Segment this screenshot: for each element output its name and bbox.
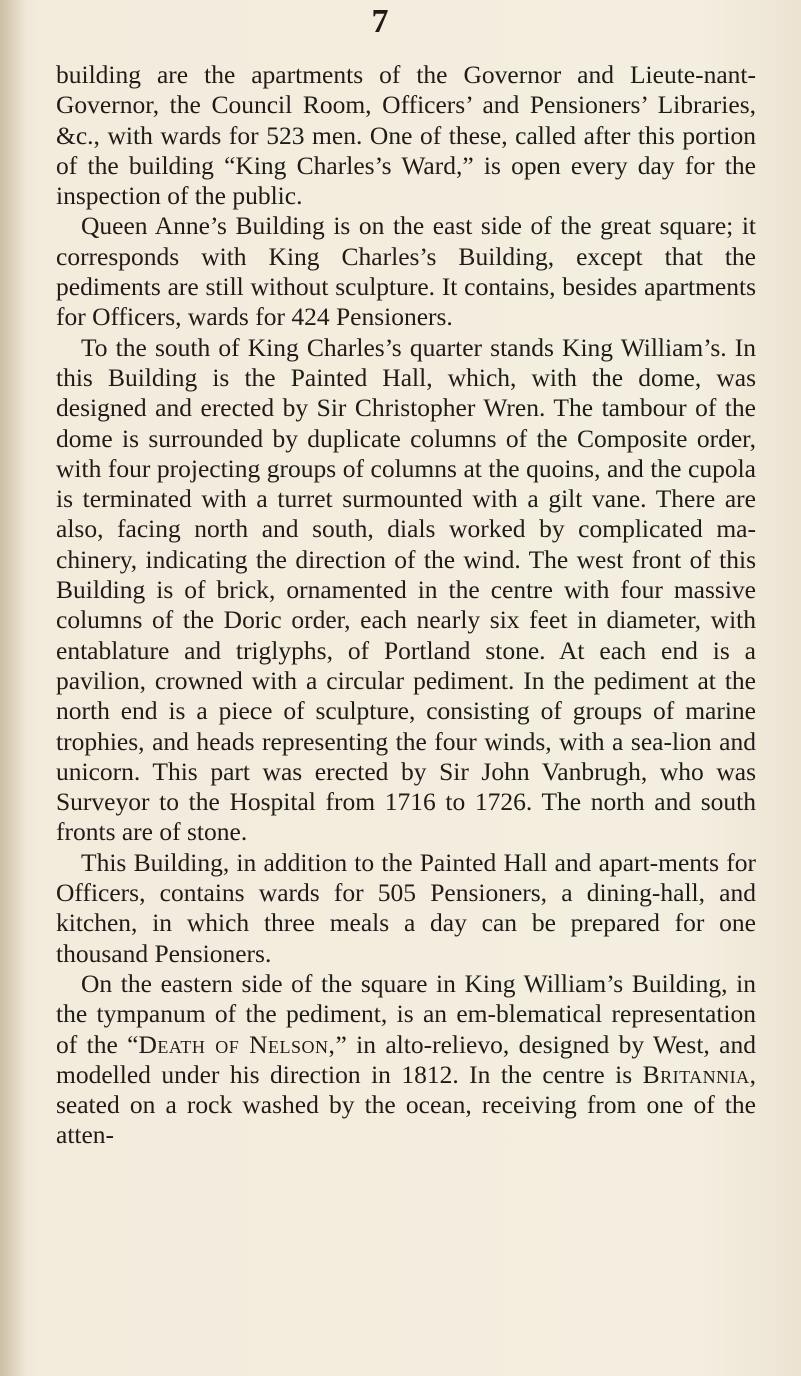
paragraph-text: Queen Anne’s Building is on the east side of the great square; it corresponds with King Charles’s Building, except that the pediments are still without sculpture. It contains, besides apartments for Officers, wards for 424 Pensioners. [56, 211, 756, 332]
smallcaps-text: Death of Nelson, [138, 1029, 336, 1059]
paragraph-text: ” in alto-relievo, designed by West, and modelled under his direction in 1812. In the centre is [56, 1029, 756, 1089]
paragraph-text: On the eastern side of the square in King William’s Building, in the tympanum of the pediment, is an em-blematical representation of the “ [56, 968, 756, 1059]
paragraph-text: This Building, in addition to the Painted Hall and apart-ments for Officers, contains wards for 505 Pensioners, a dining-hall, and kitchen, in which three meals a day can be prepared for one thousand Pensioners. [56, 847, 756, 968]
paragraph-4 [56, 848, 756, 969]
page-number: 7 [371, 3, 389, 40]
gutter-shadow [0, 0, 26, 1376]
paragraph-2 [56, 211, 756, 332]
smallcaps-text: Britannia [642, 1059, 750, 1089]
paragraph-5 [56, 969, 756, 1151]
paragraph-3 [56, 333, 756, 848]
paragraph-text: To the south of King Charles’s quarter stands King William’s. In this Building is the Painted Hall, which, with the dome, was designed and erected by Sir Christopher Wren. The tambour of the dome is surrounded by duplicate columns of the Composite order, with four projecting groups of columns at the quoins, and the cupola is terminated with a turret surmounted with a gilt vane. There are also, facing north and south, dials worked by complicated ma-chinery, indicating the direction of the wind. The west front of this Building is of brick, ornamented in the centre with four massive columns of the Doric order, each nearly six feet in diameter, with entablature and triglyphs, of Portland stone. At each end is a pavilion, crowned with a circular pediment. In the pediment at the north end is a piece of sculpture, consisting of groups of marine trophies, and heads representing the four winds, with a sea-lion and unicorn. This part was erected by Sir John Vanbrugh, who was Surveyor to the Hospital from 1716 to 1726. The north and south fronts are of stone. [56, 332, 756, 847]
paragraph-1 [56, 60, 756, 211]
body-text [56, 60, 756, 1151]
paragraph-text: , seated on a rock washed by the ocean, receiving from one of the atten- [56, 1059, 756, 1150]
paragraph-text: building are the apartments of the Governor and Lieute-nant-Governor, the Council Room, Officers’ and Pensioners’ Libraries, &c., with wards for 523 men. One of these, called after this portion of the building “King Charles’s Ward,” is open every day for the inspection of the public. [56, 60, 756, 211]
